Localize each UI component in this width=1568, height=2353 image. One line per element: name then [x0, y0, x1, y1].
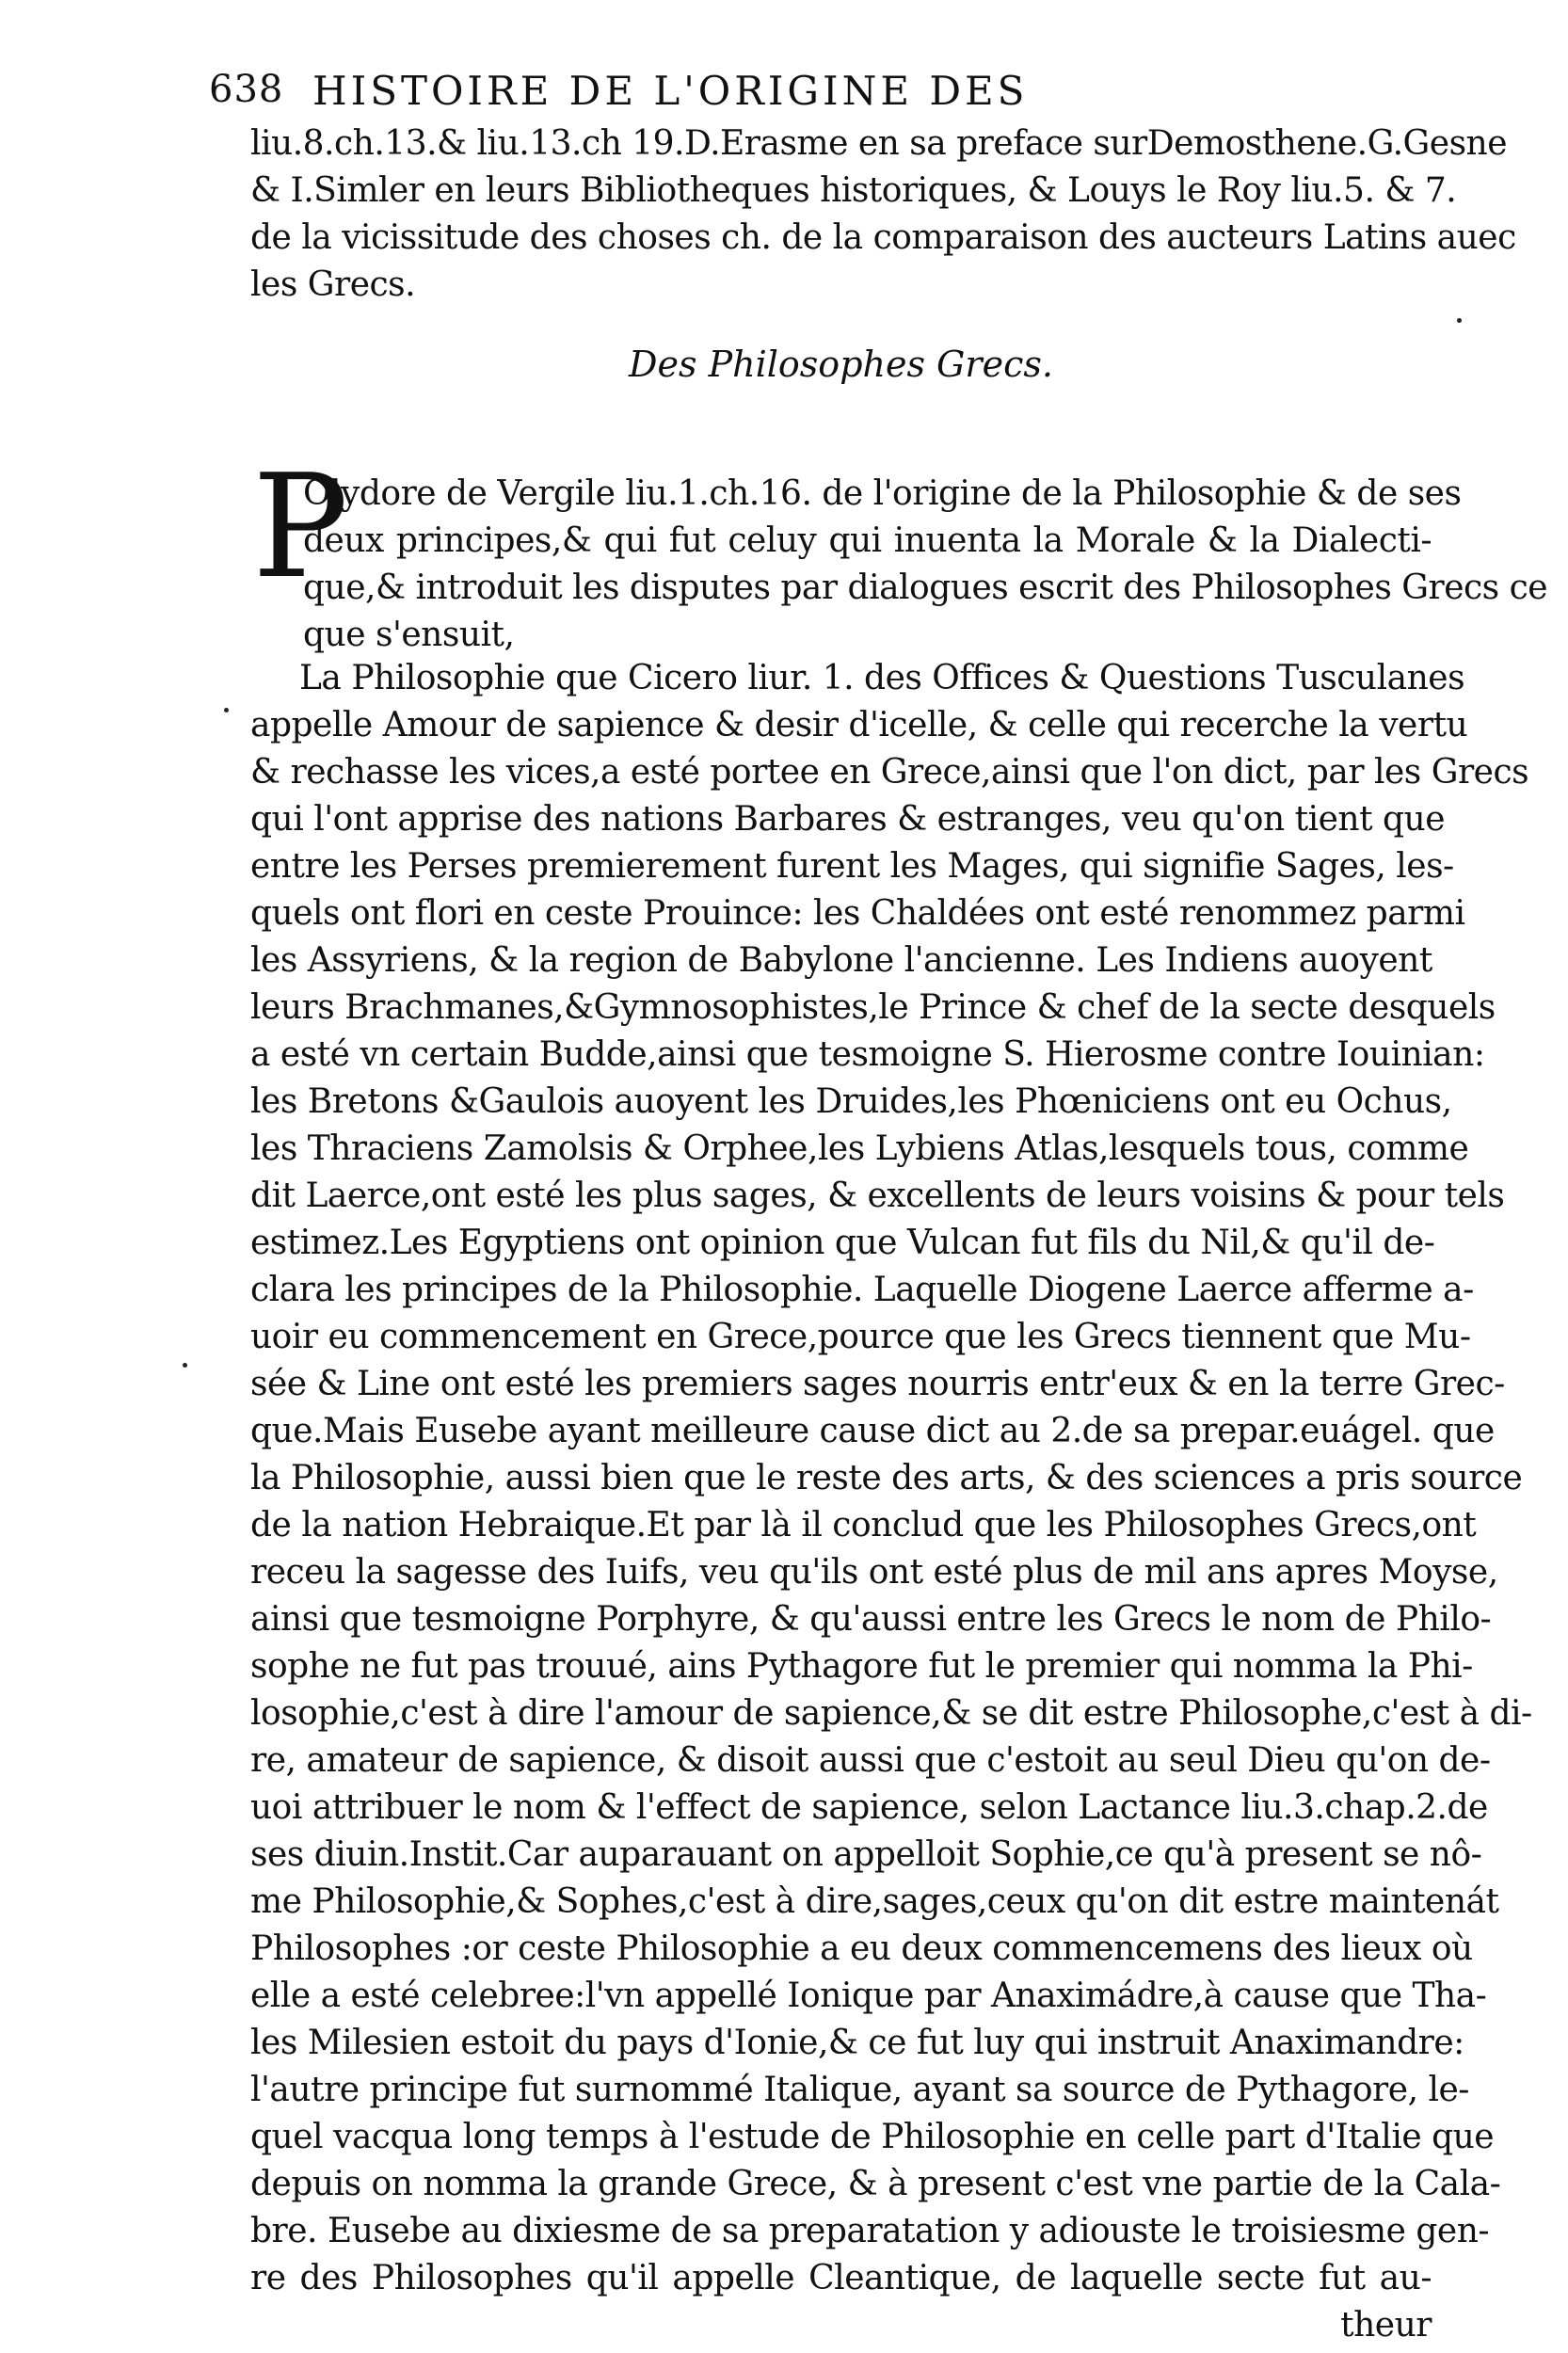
text-line: liu.8.ch.13.& liu.13.ch 19.D.Erasme en sa preface surDemosthene.G.Gesne — [250, 124, 1508, 163]
text-line: ses diuin.Instit.Car auparauant on appelloit Sophie,ce qu'à present se nô- — [250, 1835, 1482, 1874]
text-line: quel vacqua long temps à l'estude de Philosophie en celle part d'Italie que — [250, 2118, 1495, 2156]
page-number: 638 — [209, 68, 284, 111]
drop-cap: P — [252, 443, 349, 610]
text-line: & I.Simler en leurs Bibliotheques historiques, & Louys le Roy liu.5. & 7. — [250, 171, 1457, 210]
text-line: de la vicissitude des choses ch. de la comparaison des aucteurs Latins auec — [250, 218, 1516, 257]
text-line: quels ont flori en ceste Prouince: les Chaldées ont esté renommez parmi — [250, 894, 1465, 933]
ink-speck — [183, 1363, 187, 1368]
text-line: deux principes,& qui fut celuy qui inuenta la Morale & la Dialecti- — [303, 521, 1432, 560]
text-line: dit Laerce,ont esté les plus sages, & excellents de leurs voisins & pour tels — [250, 1176, 1505, 1215]
running-title: HISTOIRE DE L'ORIGINE DES — [312, 68, 1029, 114]
text-line: sophe ne fut pas trouué, ains Pythagore fut le premier qui nomma la Phi- — [250, 1647, 1473, 1686]
text-line: receu la sagesse des Iuifs, veu qu'ils ont esté plus de mil ans apres Moyse, — [250, 1553, 1498, 1592]
text-line: les Bretons &Gaulois auoyent les Druides,les Phœniciens ont eu Ochus, — [250, 1082, 1452, 1121]
text-line: que s'ensuit, — [303, 616, 515, 654]
text-line: bre. Eusebe au dixiesme de sa preparatation y adiouste le troisiesme gen- — [250, 2212, 1490, 2250]
running-head — [209, 68, 1254, 124]
section-heading: Des Philosophes Grecs. — [629, 344, 1053, 385]
text-line: clara les principes de la Philosophie. Laquelle Diogene Laerce afferme a- — [250, 1271, 1474, 1309]
text-line: de la nation Hebraique.Et par là il conclud que les Philosophes Grecs,ont — [250, 1506, 1477, 1545]
text-line: entre les Perses premierement furent les Mages, qui signifie Sages, les- — [250, 847, 1454, 886]
catchword: theur — [1340, 2306, 1432, 2345]
text-line: & rechasse les vices,a esté portee en Grece,ainsi que l'on dict, par les Grecs — [250, 753, 1529, 792]
ink-speck — [224, 708, 229, 712]
text-line: losophie,c'est à dire l'amour de sapience,& se dit estre Philosophe,c'est à di- — [250, 1694, 1532, 1733]
text-line: que.Mais Eusebe ayant meilleure cause dict au 2.de sa prepar.euágel. que — [250, 1412, 1495, 1450]
text-line: me Philosophie,& Sophes,c'est à dire,sages,ceux qu'on dit estre maintenát — [250, 1882, 1499, 1921]
text-line: La Philosophie que Cicero liur. 1. des Offices & Questions Tusculanes — [299, 659, 1465, 697]
text-line: ainsi que tesmoigne Porphyre, & qu'aussi entre les Grecs le nom de Philo- — [250, 1600, 1492, 1639]
text-line: re, amateur de sapience, & disoit aussi que c'estoit au seul Dieu qu'on de- — [250, 1741, 1491, 1780]
text-line: appelle Amour de sapience & desir d'icelle, & celle qui recerche la vertu — [250, 706, 1468, 744]
text-line: l'autre principe fut surnommé Italique, ayant sa source de Pythagore, le- — [250, 2071, 1469, 2109]
text-line: estimez.Les Egyptiens ont opinion que Vulcan fut fils du Nil,& qu'il de- — [250, 1224, 1435, 1262]
paragraph-polydore — [250, 471, 1548, 659]
text-line: uoir eu commencement en Grece,pource que les Grecs tiennent que Mu- — [250, 1318, 1471, 1356]
text-line: les Milesien estoit du pays d'Ionie,& ce fut luy qui instruit Anaximandre: — [250, 2024, 1464, 2062]
text-line: qui l'ont apprise des nations Barbares & estranges, veu qu'on tient que — [250, 800, 1446, 839]
text-line: Philosophes :or ceste Philosophie a eu deux commencemens des lieux où — [250, 1929, 1473, 1968]
text-line: les Grecs. — [250, 265, 416, 304]
text-line: leurs Brachmanes,&Gymnosophistes,le Prince & chef de la secte desquels — [250, 988, 1496, 1027]
text-line: uoi attribuer le nom & l'effect de sapience, selon Lactance liu.3.chap.2.de — [250, 1788, 1488, 1827]
text-line: sée & Line ont esté les premiers sages nourris entr'eux & en la terre Grec- — [250, 1365, 1505, 1403]
text-line: la Philosophie, aussi bien que le reste des arts, & des sciences a pris source — [250, 1459, 1523, 1497]
text-line: re des Philosophes qu'il appelle Cleantique, de laquelle secte fut au- — [250, 2259, 1432, 2297]
intro-paragraph — [250, 120, 1516, 309]
text-line: depuis on nomma la grande Grece, & à present c'est vne partie de la Cala- — [250, 2165, 1501, 2203]
text-line: que,& introduit les disputes par dialogues escrit des Philosophes Grecs ce — [303, 568, 1548, 607]
paragraph-philosophie — [250, 655, 1532, 2349]
text-line: Olydore de Vergile liu.1.ch.16. de l'origine de la Philosophie & de ses — [303, 474, 1462, 513]
text-line: les Thraciens Zamolsis & Orphee,les Lybiens Atlas,lesquels tous, comme — [250, 1129, 1469, 1168]
text-line: elle a esté celebree:l'vn appellé Ionique par Anaximádre,à cause que Tha- — [250, 1977, 1487, 2015]
text-line: les Assyriens, & la region de Babylone l'ancienne. Les Indiens auoyent — [250, 941, 1432, 980]
text-line: a esté vn certain Budde,ainsi que tesmoigne S. Hierosme contre Iouinian: — [250, 1035, 1485, 1074]
ink-speck — [1457, 318, 1462, 323]
